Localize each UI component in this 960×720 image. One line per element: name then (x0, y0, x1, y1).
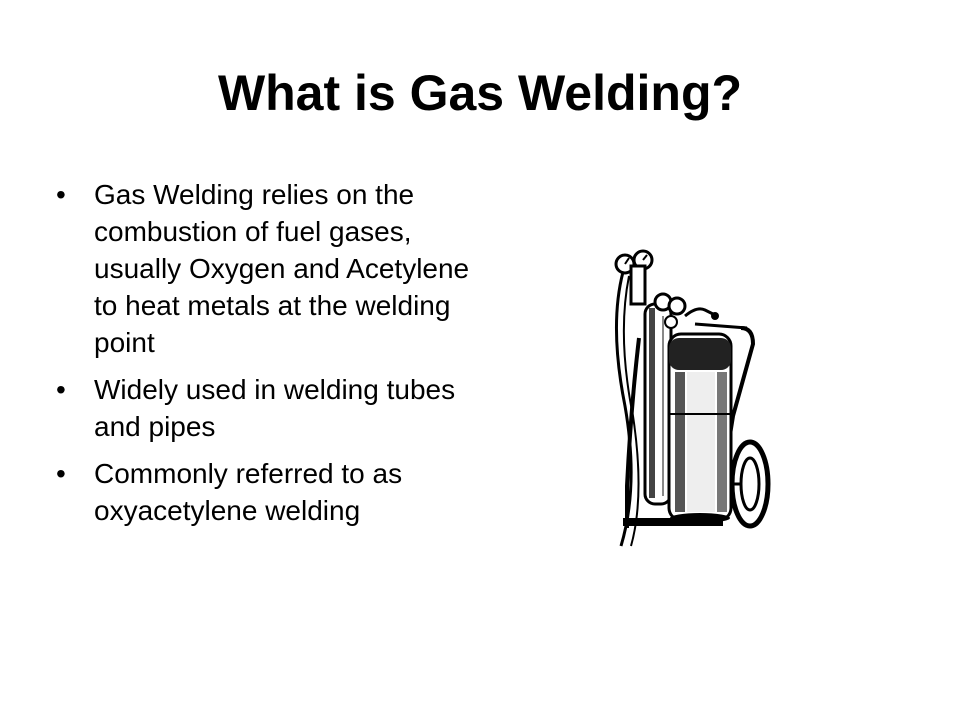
slide-title: What is Gas Welding? (217, 65, 743, 121)
bullet-list (56, 176, 476, 539)
gas-welding-cart-icon (605, 246, 775, 551)
bullet-item (56, 176, 476, 361)
bullet-text: Widely used in welding tubes and pipes (94, 374, 456, 442)
bullet-text: Gas Welding relies on the combustion of fuel gases, usually Oxygen and Acetylene to heat metals at the welding point (94, 179, 470, 358)
bullet-dot-icon: • (56, 374, 66, 405)
bullet-item (56, 371, 476, 445)
bullet-text: Commonly referred to as oxyacetylene welding (94, 458, 403, 526)
bullet-item (56, 455, 476, 529)
bullet-dot-icon: • (56, 458, 66, 489)
bullet-dot-icon: • (56, 179, 66, 210)
